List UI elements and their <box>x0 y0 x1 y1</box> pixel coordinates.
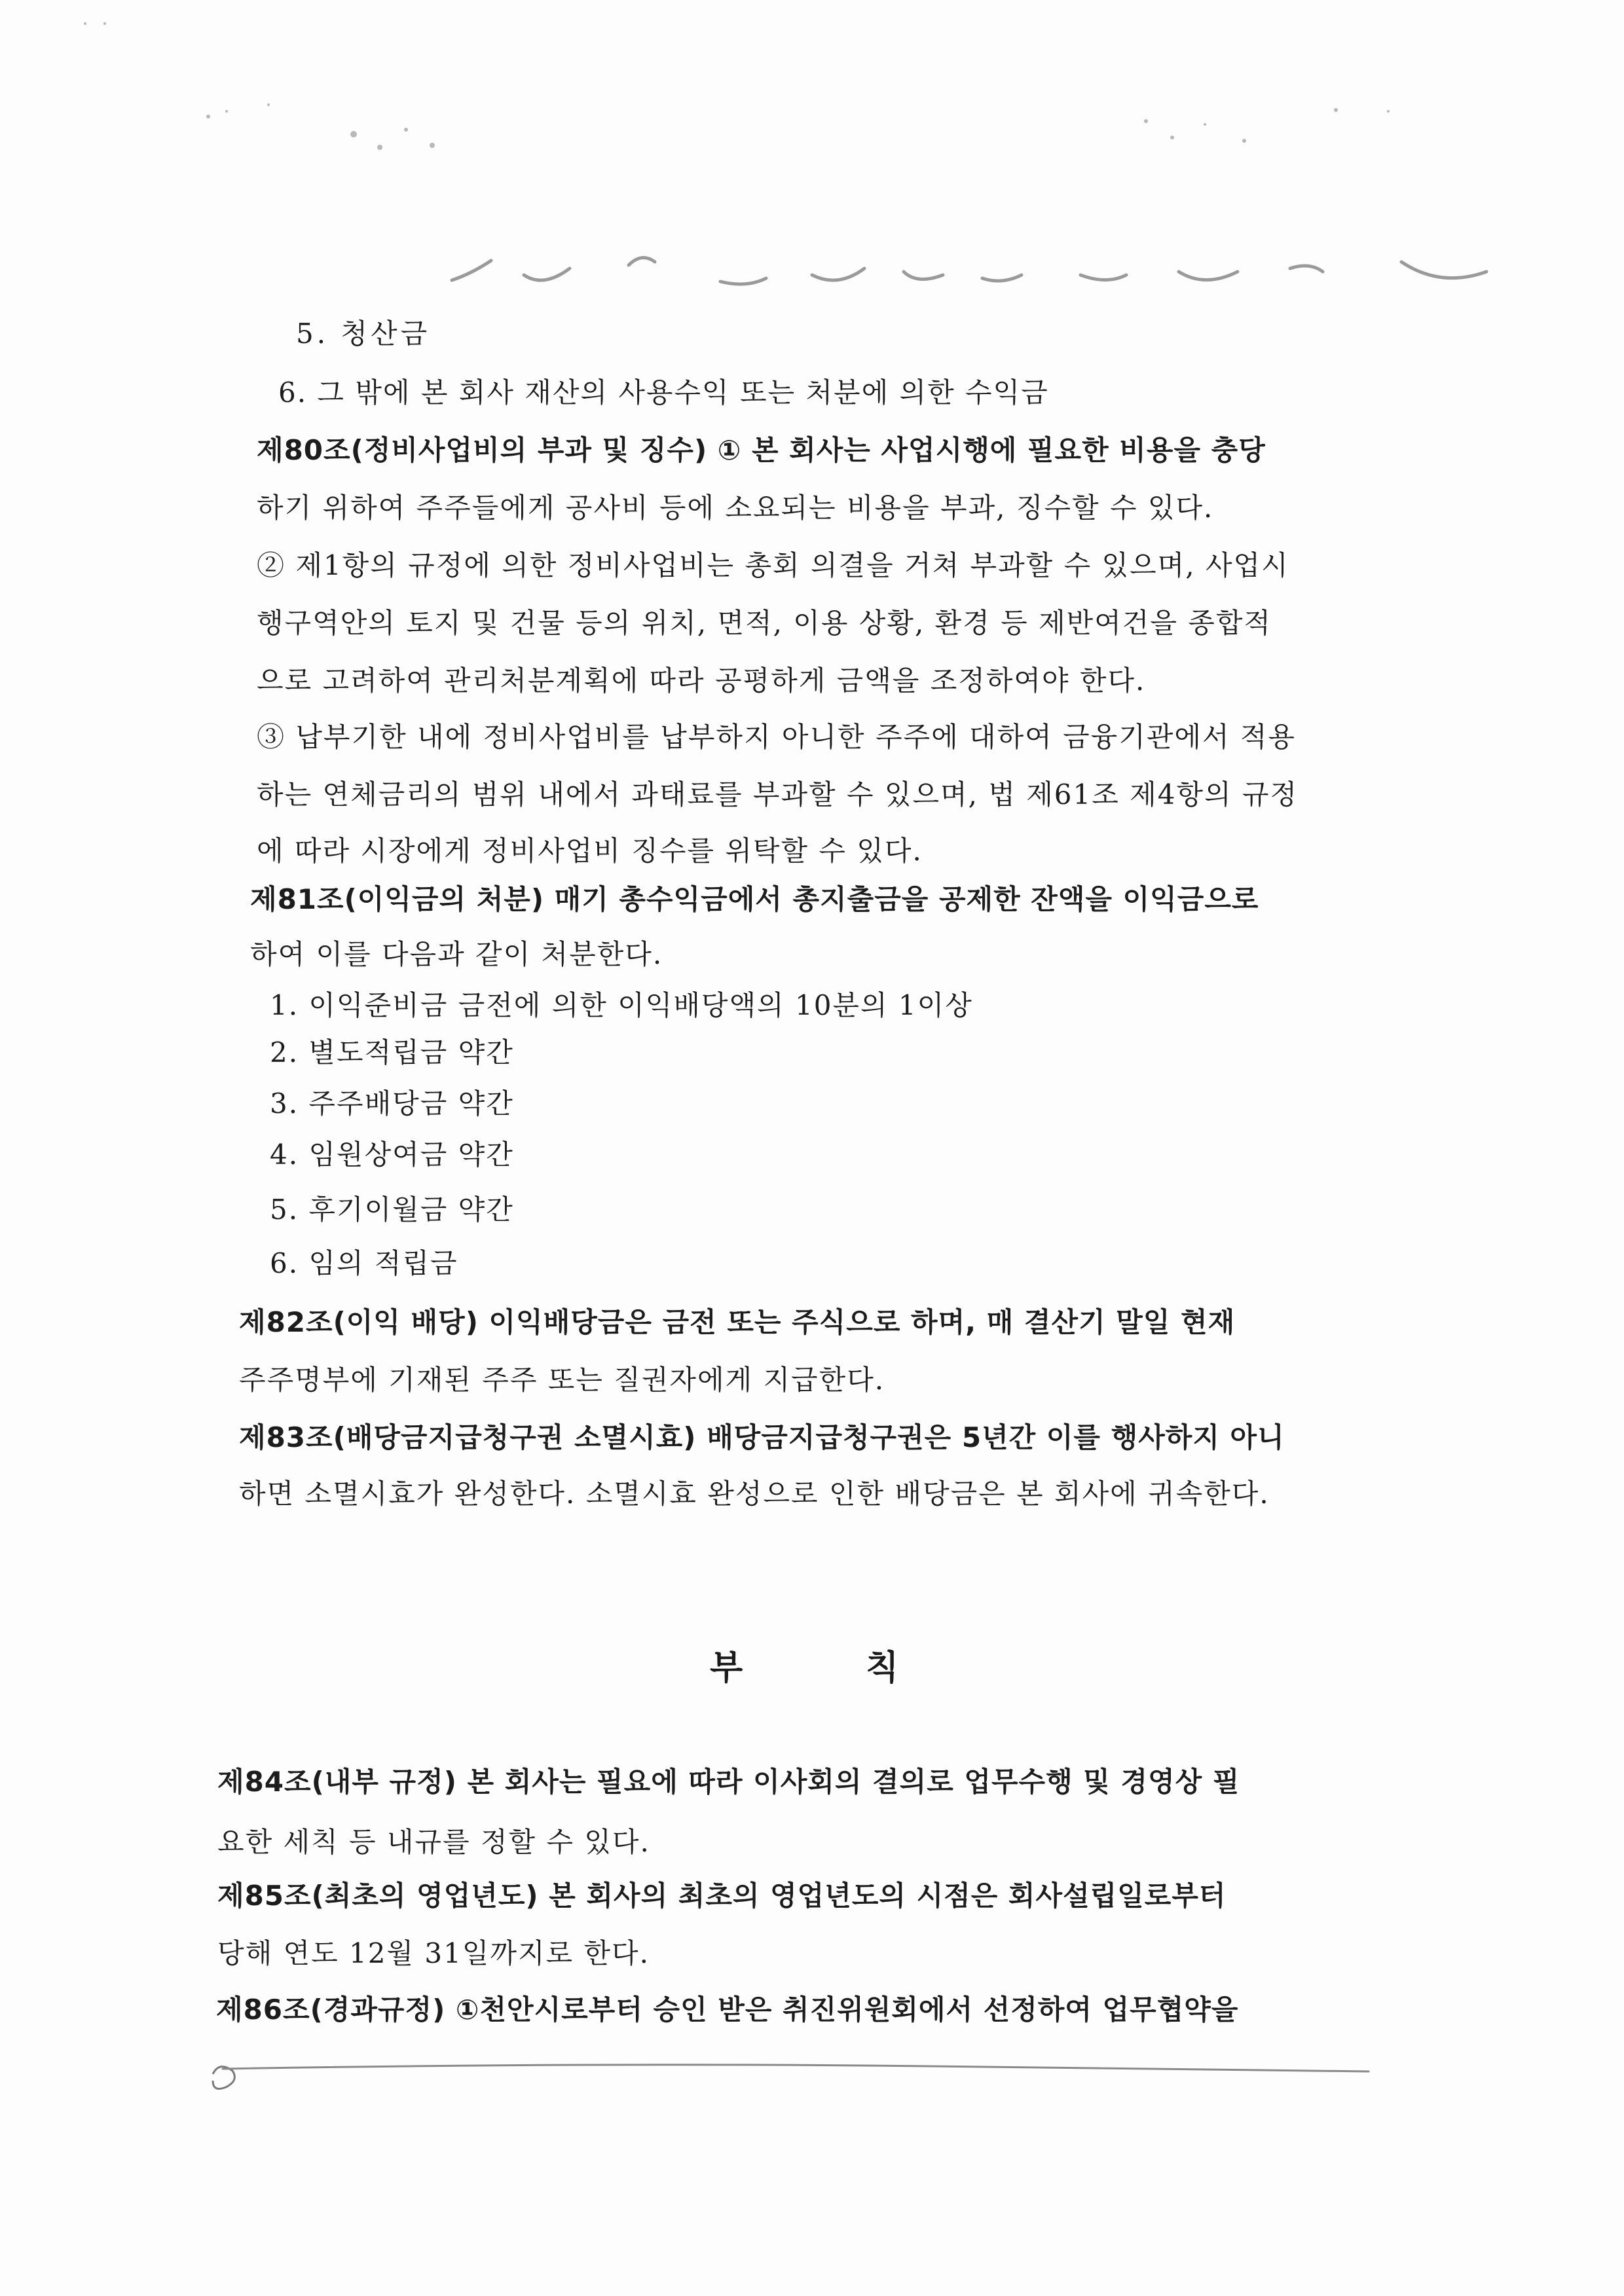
article-81-line-1: 제81조(이익금의 처분) 매기 총수익금에서 총지출금을 공제한 잔액을 이익금으로 <box>250 883 1259 915</box>
article-81-line-2: 하여 이를 다음과 같이 처분한다. <box>250 938 663 970</box>
article-84-line-2: 요한 세칙 등 내규를 정할 수 있다. <box>217 1826 650 1858</box>
item-5-liquidation: 5. 청산금 <box>296 318 431 350</box>
article-82-line-1: 제82조(이익 배당) 이익배당금은 금전 또는 주식으로 하며, 매 결산기 말일 현재 <box>239 1306 1236 1338</box>
article-86-line-1: 제86조(경과규정) ①천안시로부터 승인 받은 취진위원회에서 선정하여 업무협약을 <box>216 1994 1239 2026</box>
article-80-para3-line-1: ③ 납부기한 내에 정비사업비를 납부하지 아니한 주주에 대하여 금융기관에서 적용 <box>257 721 1297 753</box>
article-81-item-5: 5. 후기이월금 약간 <box>270 1194 514 1226</box>
article-84-line-1: 제84조(내부 규정) 본 회사는 필요에 따라 이사회의 결의로 업무수행 및 경영상 필 <box>217 1766 1240 1798</box>
article-85-line-1: 제85조(최초의 영업년도) 본 회사의 최초의 영업년도의 시점은 회사설립일로부터 <box>217 1880 1227 1912</box>
article-82-line-2: 주주명부에 기재된 주주 또는 질권자에게 지급한다. <box>239 1364 885 1396</box>
article-81-item-6: 6. 임의 적립금 <box>270 1247 458 1279</box>
article-81-item-1: 1. 이익준비금 금전에 의한 이익배당액의 10분의 1이상 <box>270 989 973 1021</box>
article-80-para2-line-3: 으로 고려하여 관리처분계획에 따라 공평하게 금액을 조정하여야 한다. <box>257 665 1146 697</box>
article-80-para3-line-3: 에 따라 시장에게 정비사업비 징수를 위탁할 수 있다. <box>257 835 923 867</box>
article-85-line-2: 당해 연도 12월 31일까지로 한다. <box>217 1937 650 1969</box>
item-6-other-revenue: 6. 그 밖에 본 회사 재산의 사용수익 또는 처분에 의한 수익금 <box>278 376 1049 409</box>
article-81-item-3: 3. 주주배당금 약간 <box>270 1087 514 1120</box>
section-title-char-1: 부 <box>710 1649 743 1688</box>
article-80-line-2: 하기 위하여 주주들에게 공사비 등에 소요되는 비용을 부과, 징수할 수 있다. <box>257 492 1214 524</box>
section-title-char-2: 칙 <box>866 1649 899 1688</box>
article-80-para2-line-1: ② 제1항의 규정에 의한 정비사업비는 총회 의결을 거쳐 부과할 수 있으며, 사업시 <box>257 549 1289 581</box>
article-80-para2-line-2: 행구역안의 토지 및 건물 등의 위치, 면적, 이용 상황, 환경 등 제반여건을 종합적 <box>257 607 1272 639</box>
handwritten-underline-mark <box>210 2062 1375 2102</box>
article-81-item-4: 4. 임원상여금 약간 <box>270 1139 514 1171</box>
article-83-line-2: 하면 소멸시효가 완성한다. 소멸시효 완성으로 인한 배당금은 본 회사에 귀속한다. <box>239 1478 1270 1510</box>
article-81-item-2: 2. 별도적립금 약간 <box>270 1036 514 1068</box>
article-80-line-1: 제80조(정비사업비의 부과 및 징수) ① 본 회사는 사업시행에 필요한 비용을 충당 <box>257 434 1266 466</box>
article-80-para3-line-2: 하는 연체금리의 범위 내에서 과태료를 부과할 수 있으며, 법 제61조 제4항의 규정 <box>257 778 1299 811</box>
article-83-line-1: 제83조(배당금지급청구권 소멸시효) 배당금지급청구권은 5년간 이를 행사하지 아니 <box>239 1421 1285 1453</box>
